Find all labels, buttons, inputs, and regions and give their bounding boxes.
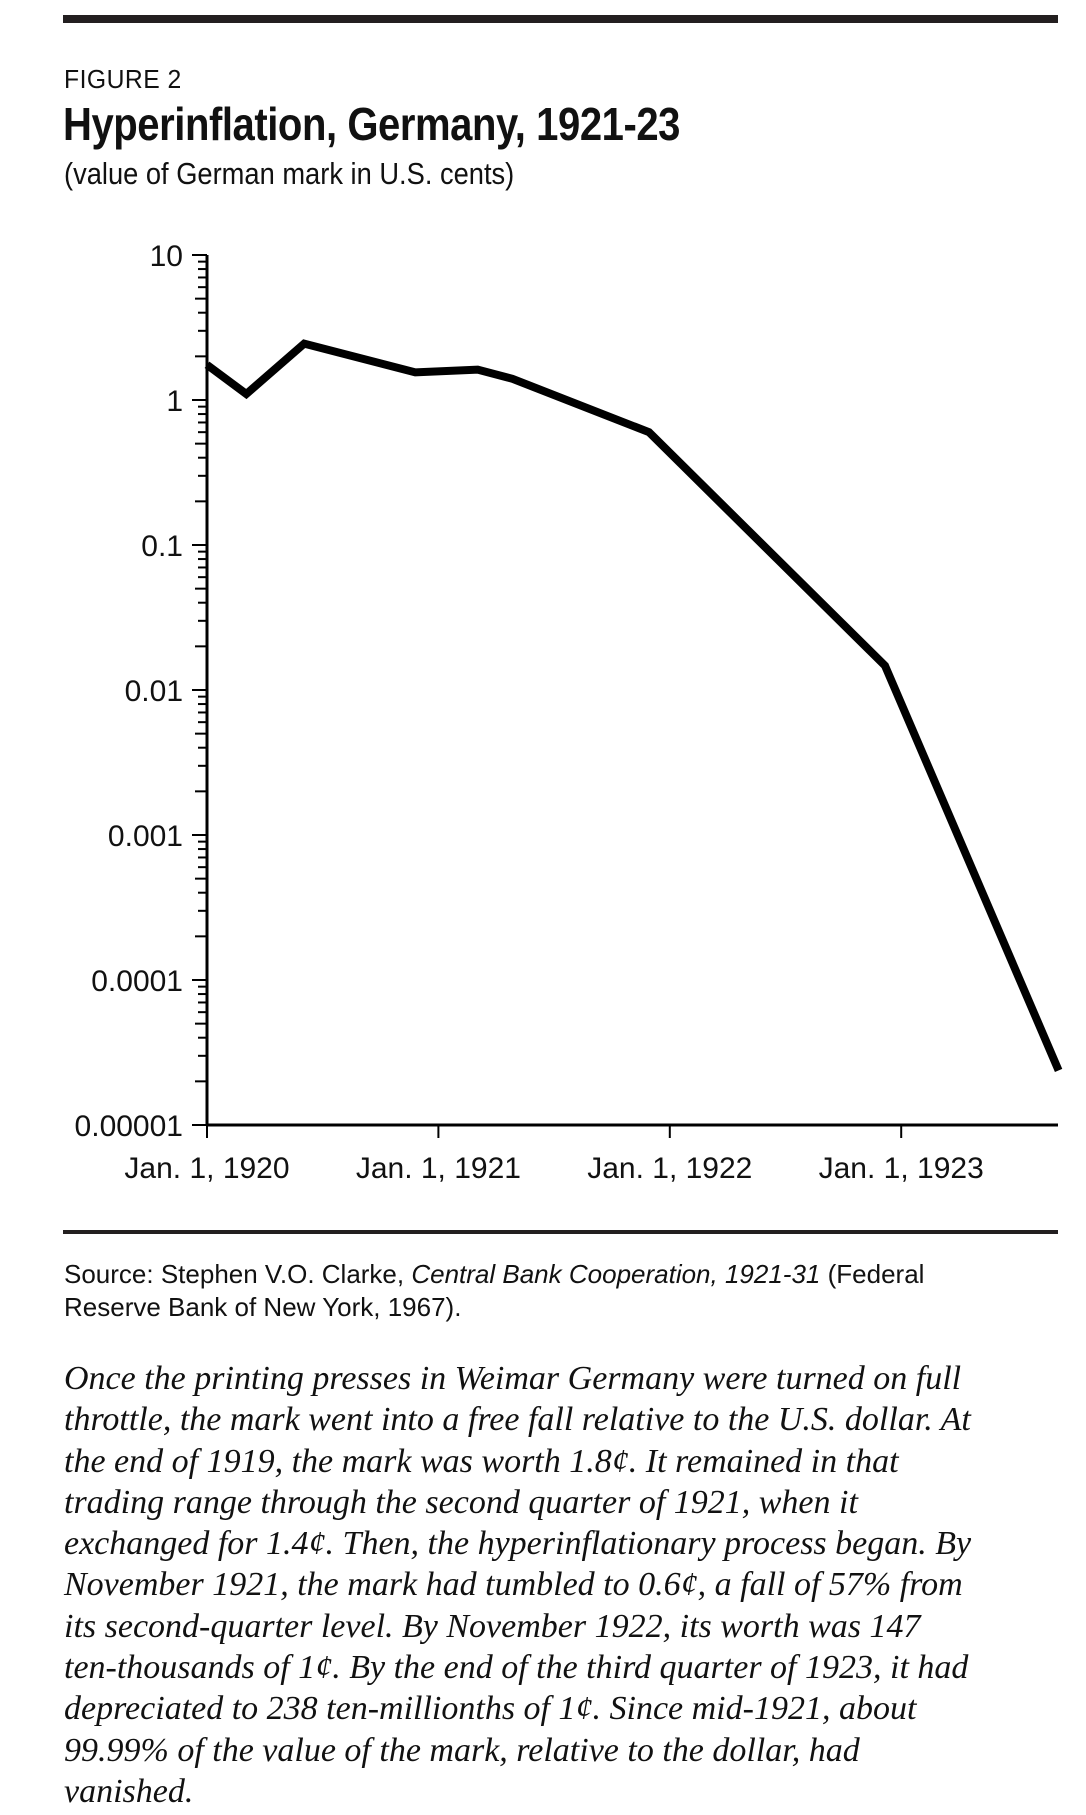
caption-line: Once the printing presses in Weimar Germany were turned on full <box>64 1360 962 1397</box>
caption-line: 99.99% of the value of the mark, relative to the dollar, had <box>64 1731 860 1769</box>
caption <box>64 1358 1074 1812</box>
y-tick-label: 10 <box>149 240 183 273</box>
source-book-title: Central Bank Cooperation, 1921-31 <box>411 1259 821 1289</box>
caption-line: throttle, the mark went into a free fall relative to the U.S. dollar. At <box>64 1401 971 1439</box>
y-tick-label: 0.00001 <box>74 1110 183 1143</box>
source-text-suffix: (Federal <box>820 1259 925 1289</box>
caption-line: vanished. <box>64 1772 194 1810</box>
x-tick-label: Jan. 1, 1921 <box>355 1152 521 1185</box>
y-tick-label: 0.01 <box>124 675 183 708</box>
caption-line: ten-thousands of 1¢. By the end of the third quarter of 1923, it had <box>64 1649 969 1687</box>
caption-line: its second-quarter level. By November 1922, its worth was 147 <box>64 1607 921 1645</box>
y-tick-label: 1 <box>166 385 183 418</box>
caption-line: exchanged for 1.4¢. Then, the hyperinflationary process began. By <box>64 1525 972 1563</box>
x-tick-label: Jan. 1, 1922 <box>587 1152 753 1185</box>
y-tick-label: 0.1 <box>141 530 183 563</box>
y-tick-label: 0.001 <box>107 820 183 853</box>
figure-label: FIGURE 2 <box>64 64 182 94</box>
y-tick-label: 0.0001 <box>91 965 183 998</box>
x-tick-label: Jan. 1, 1923 <box>818 1152 984 1185</box>
caption-line: trading range through the second quarter of 1921, when it <box>64 1483 858 1521</box>
caption-line: the end of 1919, the mark was worth 1.8¢. It remained in that <box>64 1442 899 1480</box>
x-tick-label: Jan. 1, 1920 <box>124 1152 290 1185</box>
source-text-line2: Reserve Bank of New York, 1967). <box>64 1292 462 1322</box>
x-axis <box>124 1125 1058 1185</box>
divider-rule <box>63 1230 1058 1234</box>
source-note <box>64 1258 1064 1324</box>
y-axis <box>75 240 207 1143</box>
page-subtitle: (value of German mark in U.S. cents) <box>64 156 515 191</box>
source-text: Source: Stephen V.O. Clarke, <box>64 1259 412 1289</box>
page-title: Hyperinflation, Germany, 1921-23 <box>63 98 681 150</box>
caption-line: November 1921, the mark had tumbled to 0.6¢, a fall of 57% from <box>64 1566 963 1604</box>
caption-line: depreciated to 238 ten-millionths of 1¢. Since mid-1921, about <box>64 1690 917 1728</box>
data-line <box>207 344 1059 1071</box>
